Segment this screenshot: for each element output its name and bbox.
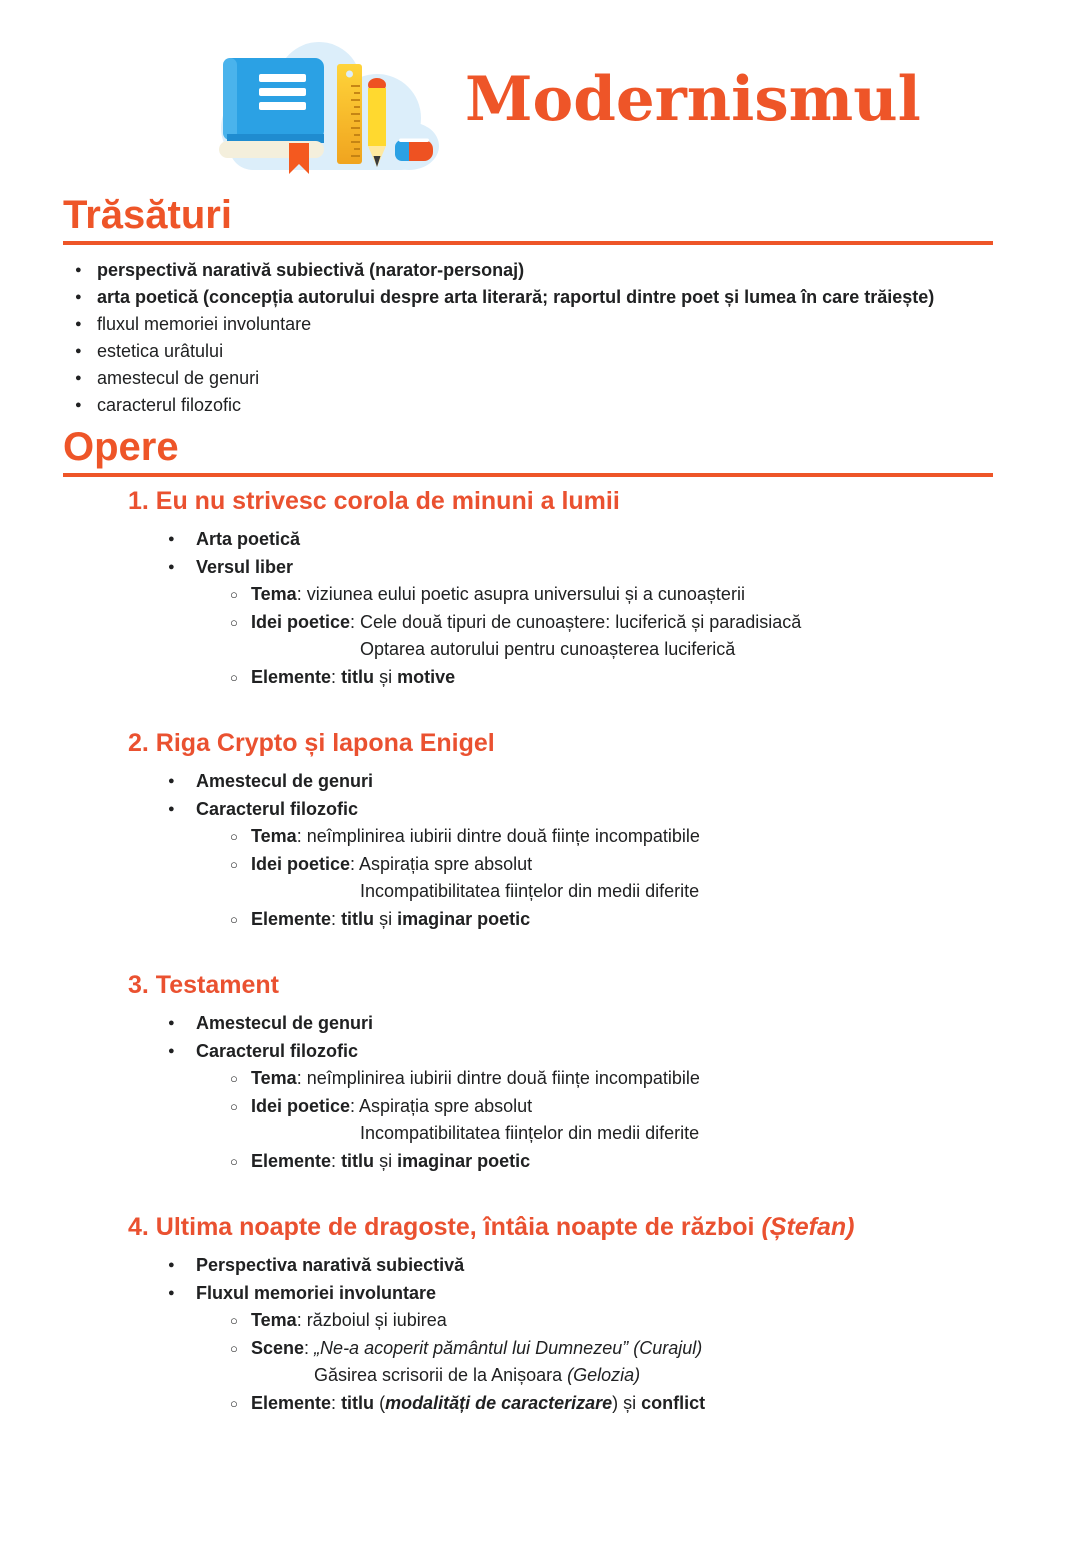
detail-list-item <box>63 1335 1000 1390</box>
text-run: 1. Eu nu strivesc corola de minuni a lumii <box>128 487 620 515</box>
trait-text: estetica urâtului <box>97 341 224 361</box>
detail-line <box>251 581 1000 609</box>
detail-continuation-line <box>360 878 1000 906</box>
circle-bullet-icon: ○ <box>230 669 238 685</box>
circle-bullet-icon: ○ <box>230 587 238 602</box>
text-run: Incompatibilitatea ființelor din medii diferite <box>360 1123 700 1143</box>
detail-line <box>251 851 1000 879</box>
text-run: (Curajul) <box>633 1337 703 1358</box>
text-run: Elemente <box>251 1150 332 1171</box>
feature-text: Caracterul filozofic <box>196 1040 359 1061</box>
text-run: titlu <box>341 1150 375 1171</box>
circle-bullet-icon: ○ <box>230 614 238 630</box>
feature-text: Fluxul memoriei involuntare <box>196 1282 437 1303</box>
trait-text: arta poetică (concepția autorului despre arta literară; raportul dintre poet și lumea în care trăiește) <box>97 287 935 307</box>
text-run: Elemente <box>251 1392 332 1413</box>
text-run: Tema <box>251 1310 297 1330</box>
text-run: (Ștefan) <box>761 1213 855 1241</box>
feature-text: Amestecul de genuri <box>196 1013 374 1033</box>
disc-bullet-icon: ● <box>75 345 82 357</box>
disc-bullet-icon: ● <box>75 318 82 330</box>
detail-line <box>251 1335 1000 1363</box>
book-ruler-pencil-icon <box>209 36 441 176</box>
feature-list-item <box>63 1252 1000 1280</box>
detail-list-item <box>63 823 1000 851</box>
detail-line <box>251 664 1000 692</box>
work-entry <box>63 486 1000 691</box>
text-run: : <box>304 1337 315 1358</box>
text-run: titlu <box>341 908 375 929</box>
text-run: : Aspirația spre absolut <box>350 853 533 874</box>
circle-bullet-icon: ○ <box>230 1098 238 1114</box>
document-page <box>0 36 1080 1563</box>
text-run: modalități de caracterizare <box>385 1392 613 1413</box>
detail-line <box>251 1093 1000 1121</box>
disc-bullet-icon: ● <box>168 560 175 573</box>
feature-text: Amestecul de genuri <box>196 771 374 791</box>
disc-bullet-icon: ● <box>75 264 82 276</box>
text-run: : <box>331 1392 342 1413</box>
text-run: 4. Ultima noapte de dragoste, întâia noapte de război <box>128 1213 762 1241</box>
text-run: și <box>374 1150 398 1171</box>
text-run: Scene <box>251 1337 305 1358</box>
text-run: Idei poetice <box>251 1095 351 1116</box>
disc-bullet-icon: ● <box>168 1259 175 1271</box>
text-run: 2. Riga Crypto și lapona Enigel <box>128 729 495 757</box>
text-run: 3. Testament <box>128 971 279 999</box>
feature-list-item <box>63 1010 1000 1038</box>
pencil-icon <box>368 88 386 146</box>
work-detail-list <box>63 581 1000 691</box>
detail-continuation-line <box>360 636 1000 664</box>
text-run: „Ne-a acoperit pământul lui Dumnezeu” <box>314 1337 629 1358</box>
detail-list-item <box>63 1065 1000 1093</box>
work-title <box>128 728 1000 758</box>
book-icon <box>223 58 324 140</box>
text-run: motive <box>397 666 456 687</box>
feature-list-item <box>63 1038 1000 1066</box>
detail-body <box>251 1148 1000 1176</box>
page-title: Modernismul <box>465 63 921 135</box>
text-run: (Gelozia) <box>567 1365 641 1385</box>
circle-bullet-icon: ○ <box>230 1153 238 1169</box>
trait-text: perspectivă narativă subiectivă (narator-personaj) <box>97 260 525 280</box>
disc-bullet-icon: ● <box>75 291 82 303</box>
trait-list-item <box>63 338 1000 365</box>
circle-bullet-icon: ○ <box>230 1313 238 1328</box>
text-run: imaginar poetic <box>397 908 531 929</box>
work-title <box>128 1212 1000 1242</box>
work-entry <box>63 728 1000 933</box>
feature-text: Perspectiva narativă subiectivă <box>196 1255 465 1275</box>
detail-line <box>251 1390 1000 1418</box>
text-run: : viziunea eului poetic asupra universului și a cunoașterii <box>296 584 745 604</box>
text-run: : <box>331 908 342 929</box>
disc-bullet-icon: ● <box>75 372 82 384</box>
circle-bullet-icon: ○ <box>230 1071 238 1086</box>
detail-list-item <box>63 1093 1000 1148</box>
text-run: Tema <box>251 584 297 604</box>
text-run: Elemente <box>251 666 332 687</box>
detail-body <box>251 1093 1000 1148</box>
feature-list-item <box>63 526 1000 554</box>
trait-list-item <box>63 392 1000 419</box>
works-list <box>63 486 1000 1417</box>
detail-body <box>251 581 1000 609</box>
detail-line <box>251 1307 1000 1335</box>
detail-body <box>251 609 1000 664</box>
document-header <box>209 36 1000 176</box>
work-detail-list <box>63 1065 1000 1175</box>
circle-bullet-icon: ○ <box>230 1395 238 1411</box>
detail-body <box>251 906 1000 934</box>
text-run: : Aspirația spre absolut <box>350 1095 533 1116</box>
detail-body <box>251 1307 1000 1335</box>
disc-bullet-icon: ● <box>168 1286 175 1299</box>
text-run: : neîmplinirea iubirii dintre două ființe incompatibile <box>296 826 700 846</box>
detail-line <box>251 1148 1000 1176</box>
text-run: Tema <box>251 1068 297 1088</box>
work-feature-list <box>63 768 1000 823</box>
work-detail-list <box>63 1307 1000 1417</box>
trait-list-item <box>63 365 1000 392</box>
text-run: și <box>374 908 398 929</box>
disc-bullet-icon: ● <box>75 399 82 411</box>
text-run: Idei poetice <box>251 853 351 874</box>
trait-list-item <box>63 284 1000 311</box>
detail-line <box>251 609 1000 637</box>
feature-list-item <box>63 796 1000 824</box>
disc-bullet-icon: ● <box>168 1044 175 1057</box>
detail-list-item <box>63 1307 1000 1335</box>
work-entry <box>63 1212 1000 1417</box>
text-run: Idei poetice <box>251 611 351 632</box>
disc-bullet-icon: ● <box>168 775 175 787</box>
detail-body <box>251 1335 1000 1390</box>
work-feature-list <box>63 1252 1000 1307</box>
disc-bullet-icon: ● <box>168 1017 175 1029</box>
traits-list <box>63 257 1000 419</box>
text-run: Elemente <box>251 908 332 929</box>
text-run: : războiul și iubirea <box>296 1310 447 1330</box>
text-run: ( <box>374 1392 386 1413</box>
detail-body <box>251 1390 1000 1418</box>
disc-bullet-icon: ● <box>168 802 175 815</box>
detail-body <box>251 664 1000 692</box>
text-run: titlu <box>341 666 375 687</box>
trait-text: fluxul memoriei involuntare <box>97 314 312 334</box>
detail-body <box>251 851 1000 906</box>
detail-continuation-line <box>360 1120 1000 1148</box>
text-run: : <box>331 666 342 687</box>
detail-body <box>251 1065 1000 1093</box>
text-run: Incompatibilitatea ființelor din medii diferite <box>360 881 700 901</box>
circle-bullet-icon: ○ <box>230 1340 238 1356</box>
trait-list-item <box>63 311 1000 338</box>
feature-list-item <box>63 768 1000 796</box>
text-run: Tema <box>251 826 297 846</box>
disc-bullet-icon: ● <box>168 533 175 545</box>
eraser-icon <box>395 139 433 162</box>
text-run: și <box>374 666 398 687</box>
work-detail-list <box>63 823 1000 933</box>
detail-list-item <box>63 664 1000 692</box>
detail-continuation-line <box>314 1362 1000 1390</box>
circle-bullet-icon: ○ <box>230 856 238 872</box>
text-run: Găsirea scrisorii de la Anișoara <box>314 1365 568 1385</box>
detail-line <box>251 823 1000 851</box>
detail-list-item <box>63 851 1000 906</box>
section-heading-trasaturi: Trăsături <box>63 194 993 245</box>
detail-list-item <box>63 906 1000 934</box>
feature-text: Versul liber <box>196 556 294 577</box>
section-heading-opere: Opere <box>63 426 993 477</box>
work-title <box>128 970 1000 1000</box>
work-entry <box>63 970 1000 1175</box>
work-feature-list <box>63 1010 1000 1065</box>
detail-list-item <box>63 1390 1000 1418</box>
detail-list-item <box>63 609 1000 664</box>
work-title <box>128 486 1000 516</box>
text-run: ) și <box>612 1392 642 1413</box>
feature-list-item <box>63 1280 1000 1308</box>
detail-list-item <box>63 581 1000 609</box>
detail-body <box>251 823 1000 851</box>
detail-line <box>251 906 1000 934</box>
trait-list-item <box>63 257 1000 284</box>
detail-list-item <box>63 1148 1000 1176</box>
text-run: : <box>331 1150 342 1171</box>
text-run: : neîmplinirea iubirii dintre două ființe incompatibile <box>296 1068 700 1088</box>
page-container <box>0 36 1080 1417</box>
text-run: Optarea autorului pentru cunoașterea luciferică <box>360 639 736 659</box>
detail-line <box>251 1065 1000 1093</box>
feature-list-item <box>63 554 1000 582</box>
trait-text: caracterul filozofic <box>97 395 242 415</box>
feature-text: Caracterul filozofic <box>196 798 359 819</box>
text-run: imaginar poetic <box>397 1150 531 1171</box>
text-run: conflict <box>641 1392 706 1413</box>
circle-bullet-icon: ○ <box>230 911 238 927</box>
trait-text: amestecul de genuri <box>97 368 260 388</box>
text-run: : Cele două tipuri de cunoaștere: luciferică și paradisiacă <box>350 611 802 632</box>
text-run: titlu <box>341 1392 375 1413</box>
work-feature-list <box>63 526 1000 581</box>
circle-bullet-icon: ○ <box>230 829 238 844</box>
feature-text: Arta poetică <box>196 529 301 549</box>
